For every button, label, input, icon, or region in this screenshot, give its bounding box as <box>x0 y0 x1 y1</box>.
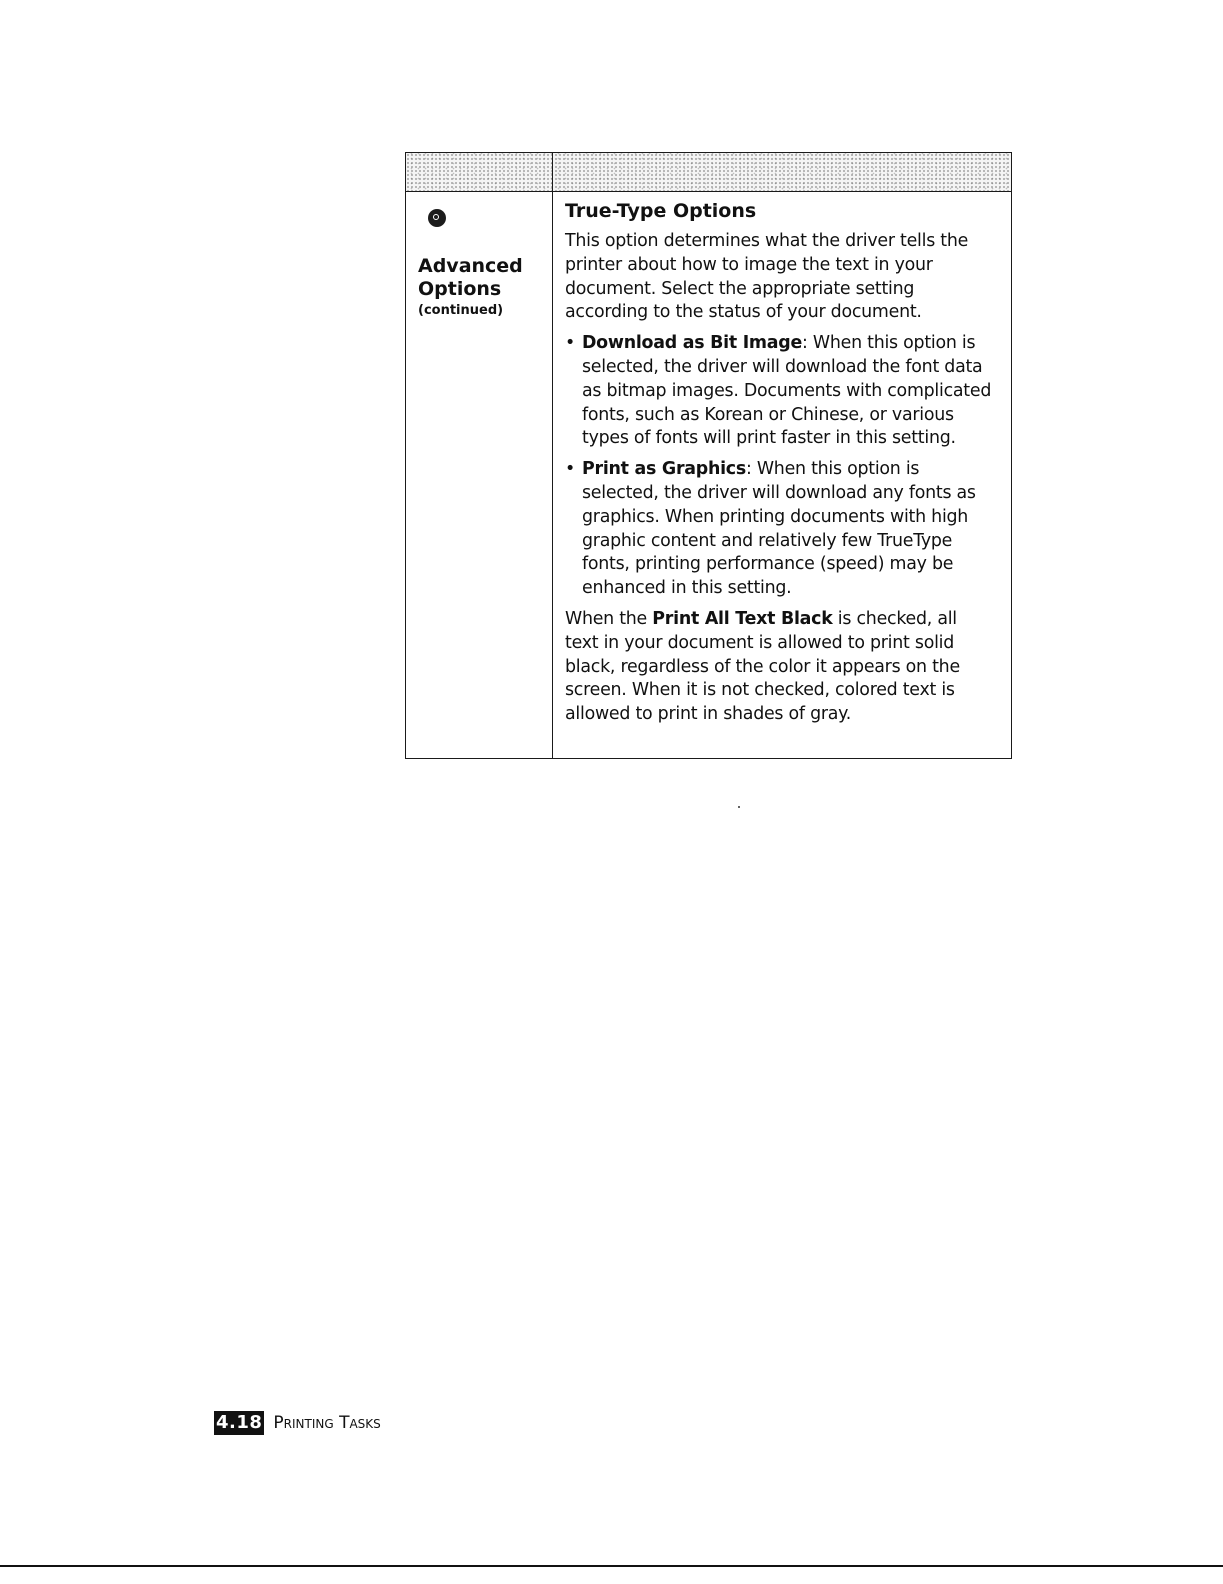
column-divider <box>552 153 553 758</box>
bullet-term: Download as Bit Image <box>582 333 803 354</box>
chapter-title: Printing Tasks <box>273 1413 381 1433</box>
table-header-band <box>406 153 1011 192</box>
bullet-text: : When this option is selected, the driver will download any fonts as graphics. When printing documents with high graphic content and relatively few TrueType fonts, printing performance (speed) may be enhanced in this setting. <box>582 459 976 599</box>
bullet-download-bit-image <box>565 332 995 451</box>
closing-before: When the <box>565 608 653 629</box>
options-table <box>405 152 1012 759</box>
numbered-circle-icon <box>428 209 446 227</box>
stray-dot <box>738 806 740 808</box>
page-number-badge: 4.18 <box>216 1412 263 1433</box>
bullet-text: : When this option is selected, the driver will download the font data as bitmap images. Documents with complicated fonts, such as Korean or Chinese, or various types of fonts will print faster in this setting. <box>582 333 992 449</box>
bullet-term: Print as Graphics <box>582 459 746 480</box>
bullet-print-as-graphics <box>565 458 995 601</box>
bottom-rule <box>0 1565 1223 1567</box>
section-label-column <box>418 209 546 319</box>
section-subtitle: (continued) <box>418 303 504 318</box>
section-title-line2: Options <box>418 278 502 300</box>
closing-term: Print All Text Black <box>652 608 833 629</box>
page-footer <box>214 1411 381 1435</box>
intro-paragraph: This option determines what the driver tells the printer about how to image the text in your document. Select the appropriate setting according to the status of your document. <box>565 231 969 323</box>
description-column <box>565 199 995 734</box>
closing-paragraph <box>565 608 995 727</box>
section-title-line1: Advanced <box>418 255 523 277</box>
closing-after: is checked, all text in your document is allowed to print solid black, regardless of the color it appears on the screen. When it is not checked, colored text is allowed to print in shades of gray. <box>565 608 960 725</box>
option-heading: True-Type Options <box>565 200 757 222</box>
